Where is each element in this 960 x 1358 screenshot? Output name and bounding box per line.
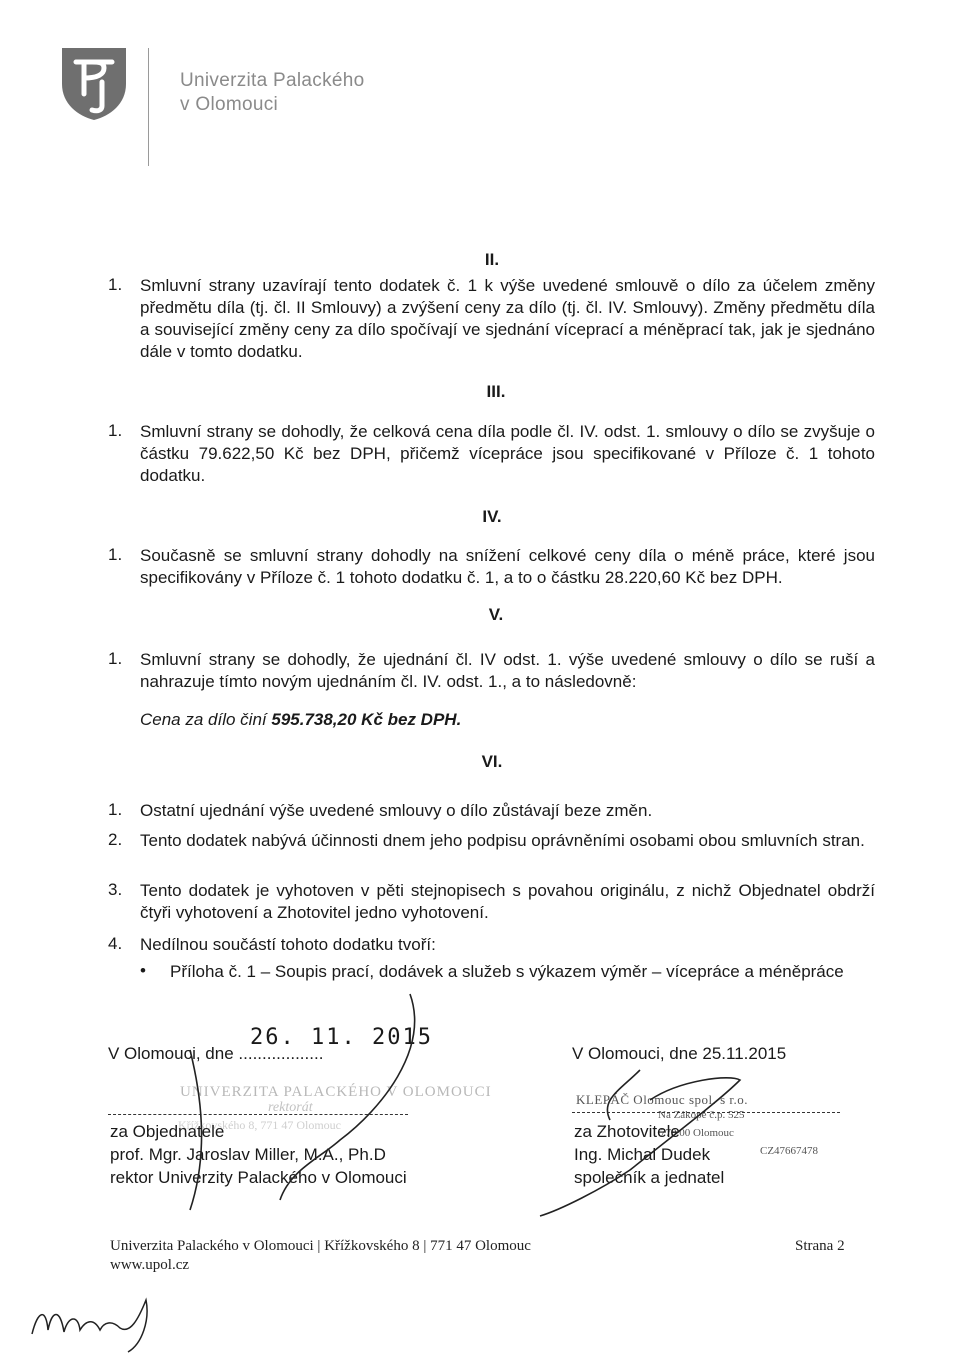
handwritten-date: 26. 11. 2015	[250, 1025, 433, 1050]
section-ii-item-number: 1.	[108, 275, 123, 294]
left-signer-title: rektor Univerzity Palackého v Olomouci	[110, 1168, 407, 1187]
section-v-item-number: 1.	[108, 649, 123, 668]
footer-address: Univerzita Palackého v Olomouci | Křížkovského 8 | 771 47 Olomouc	[110, 1238, 531, 1254]
section-iii-item-number: 1.	[108, 421, 123, 440]
left-stamp-line1: UNIVERZITA PALACKÉHO V OLOMOUCI	[180, 1084, 492, 1100]
university-name-line2: v Olomouci	[180, 94, 279, 115]
attachment-item-text: Příloha č. 1 – Soupis prací, dodávek a služeb s výkazem výměr – vícepráce a méněpráce	[170, 962, 844, 981]
section-heading-iii: III.	[486, 382, 506, 401]
attachment-bullet: •	[140, 961, 146, 980]
right-signer-role: za Zhotovitele	[574, 1122, 680, 1141]
section-heading-v: V.	[488, 605, 504, 624]
contract-price-value: 595.738,20 Kč bez DPH.	[271, 710, 462, 729]
left-signature-scribble	[130, 990, 430, 1220]
section-iv-text: Současně se smluvní strany dohodly na snížení celkové ceny díla o méně práce, které jsou specifikovány v Příloze č. 1 tohoto dodatku č. 1, a to o částku 28.220,60 Kč bez DPH.	[140, 546, 875, 587]
section-vi-item-text-1: Ostatní ujednání výše uvedené smlouvy o dílo zůstávají beze změn.	[140, 801, 653, 820]
section-ii-text: Smluvní strany uzavírají tento dodatek č. 1 k výše uvedené smlouvě o dílo za účelem změny předmětu díla (tj. čl. II Smlouvy) a zvýšení ceny za dílo (tj. čl. IV. Smlouvy). Změny předmětu díla a související změny ceny za dílo spočívají ve sjednání víceprací a méněprací tak, jak je sjednáno dále v tomto dodatku.	[140, 276, 875, 361]
section-vi-item-text-3: Tento dodatek je vyhotoven v pěti stejnopisech s povahou originálu, z nichž Objednatel obdrží čtyři vyhotovení a Zhotovitel jedno vyhotovení.	[140, 881, 875, 922]
contract-price-label: Cena za dílo činí	[140, 710, 272, 729]
section-vi-item-number-3: 3.	[108, 880, 123, 899]
left-stamp-line3: Křížkovského 8, 771 47 Olomouc	[178, 1118, 341, 1132]
section-iv-item-number: 1.	[108, 545, 123, 564]
section-v-text: Smluvní strany se dohodly, že ujednání čl. IV odst. 1. výše uvedené smlouvy o dílo se ruší a nahrazuje tímto novým ujednáním čl. IV. odst. 1., a to následovně:	[140, 650, 875, 691]
right-stamp-line4: CZ47667478	[760, 1145, 819, 1157]
section-iii-text: Smluvní strany se dohodly, že celková cena díla podle čl. IV. odst. 1. smlouvy o dílo se zvyšuje o částku 79.622,50 Kč bez DPH, přičemž vícepráce jsou specifikované v Příloze č. 1 tohoto dodatku.	[140, 422, 875, 485]
left-stamp-line2: rektorát	[268, 1100, 313, 1115]
section-heading-iv: IV.	[482, 507, 502, 526]
section-vi-item-text-4: Nedílnou součástí tohoto dodatku tvoří:	[140, 935, 436, 954]
page-number: Strana 2	[795, 1238, 845, 1254]
left-signer-role: za Objednatele	[110, 1122, 225, 1141]
right-signature-scribble	[530, 1060, 770, 1220]
section-vi-item-number-1: 1.	[108, 800, 123, 819]
section-vi-item-text-2: Tento dodatek nabývá účinnosti dnem jeho podpisu oprávněními osobami obou smluvních stran.	[140, 831, 865, 850]
right-stamp-line2: Na Zákopě č.p. 525	[658, 1109, 745, 1121]
right-stamp-line1: KLEPÁČ Olomouc spol. s r.o.	[576, 1092, 749, 1107]
left-signer-name: prof. Mgr. Jaroslav Miller, M.A., Ph.D	[110, 1145, 386, 1164]
right-stamp-line3: 779 00 Olomouc	[660, 1127, 734, 1139]
left-place-date: V Olomouci, dne ..................	[108, 1044, 324, 1063]
contract-price-line	[140, 710, 461, 730]
footer-website: www.upol.cz	[110, 1257, 190, 1273]
right-signer-title: společník a jednatel	[574, 1168, 725, 1187]
section-vi-item-number-2: 2.	[108, 830, 123, 849]
header-divider	[148, 48, 149, 166]
section-heading-ii: II.	[484, 250, 500, 269]
right-place-date: V Olomouci, dne 25.11.2015	[572, 1044, 787, 1063]
initials-signature	[20, 1290, 170, 1356]
section-heading-vi: VI.	[481, 752, 503, 771]
university-name-line1: Univerzita Palackého	[180, 70, 365, 91]
right-signer-name: Ing. Michal Dudek	[574, 1145, 711, 1164]
section-vi-item-number-4: 4.	[108, 934, 123, 953]
university-logo	[58, 44, 130, 122]
